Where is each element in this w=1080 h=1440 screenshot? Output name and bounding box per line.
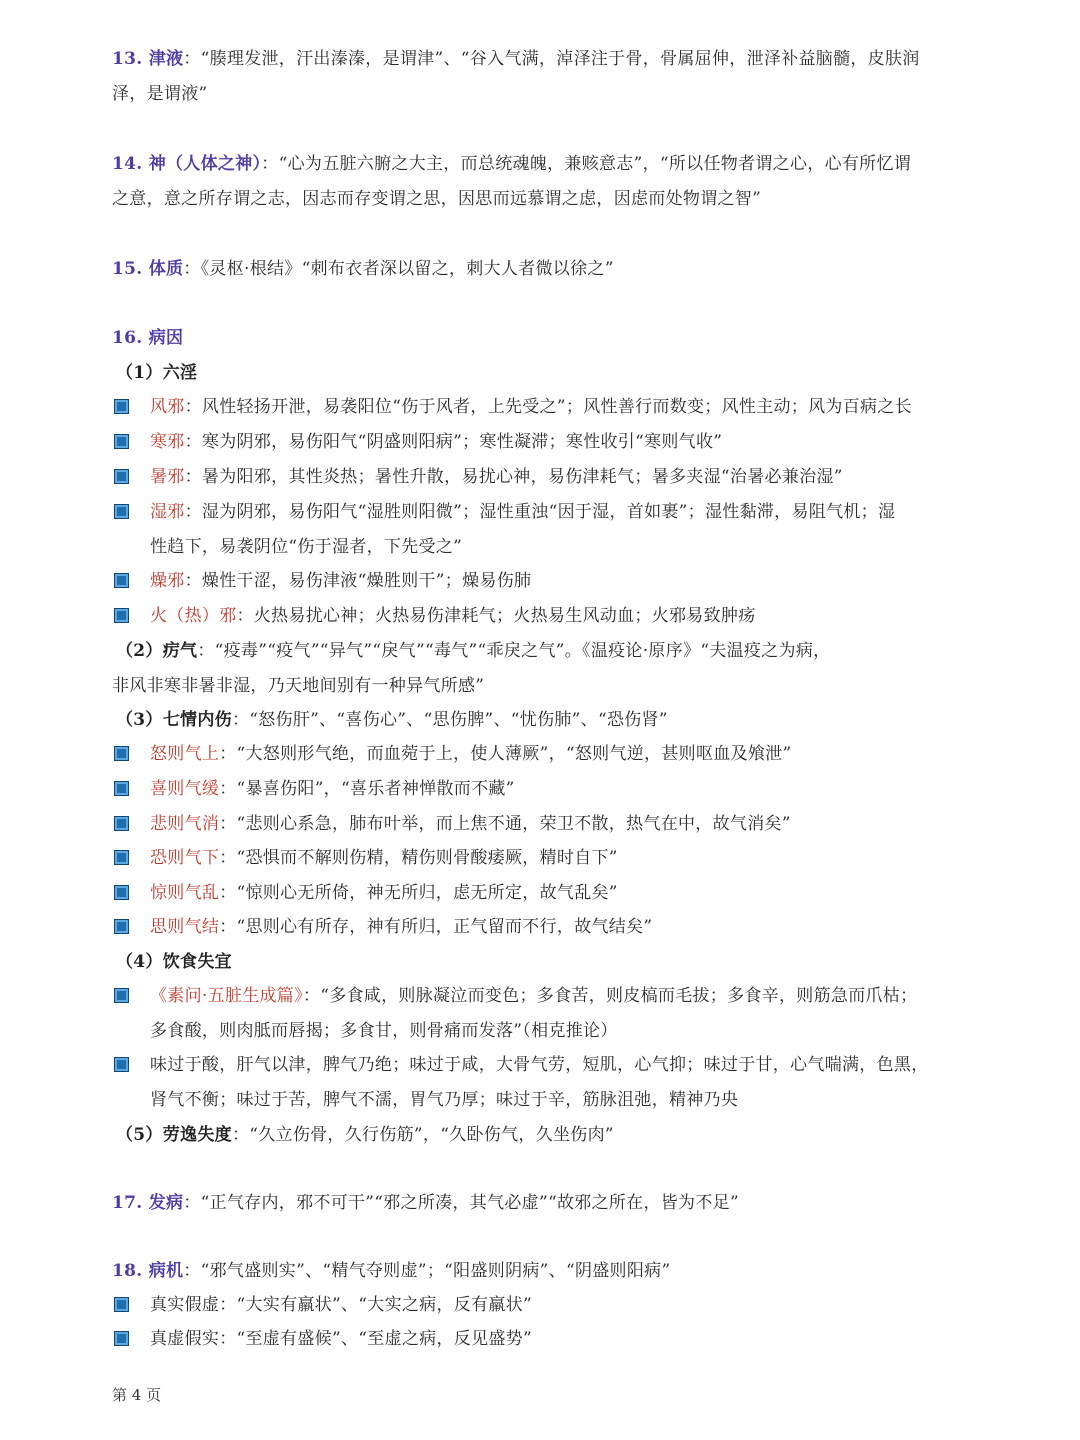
bullet-dryness bbox=[150, 570, 984, 592]
separator: ： bbox=[261, 154, 279, 174]
term-text: ：燥性干涩，易伤津液“燥胜则干”；燥易伤肺 bbox=[184, 571, 532, 591]
term-text: ：“惊则心无所倚，神无所归，虑无所定，故气乱矣” bbox=[219, 883, 618, 903]
subsection-2-line-2: 非风非寒非暑非湿，乃天地间别有一种异气所感” bbox=[112, 676, 485, 696]
term-label: 燥邪 bbox=[150, 571, 185, 591]
subsection-2-line-1 bbox=[116, 640, 984, 662]
section-15-line bbox=[112, 258, 984, 280]
bullet-fright bbox=[150, 882, 984, 904]
bullet-cold bbox=[150, 431, 984, 453]
section-13-text: “腠理发泄，汗出溱溱，是谓津”、“谷入气满，淖泽注于骨，骨属屈伸，泄泽补益脑髓，皮肤润 bbox=[200, 49, 920, 69]
section-14-line-1 bbox=[112, 153, 984, 175]
section-14-line-2: 之意，意之所存谓之志，因志而存变谓之思，因思而远慕谓之虑，因虑而处物谓之智” bbox=[112, 189, 762, 209]
section-15-text: 《灵枢·根结》“刺布衣者深以留之，刺大人者微以徐之” bbox=[200, 259, 614, 279]
section-13-line-1 bbox=[112, 48, 984, 70]
bullet-square-icon bbox=[114, 1057, 129, 1072]
term-label: 火（热）邪 bbox=[150, 606, 237, 626]
section-18-text: “邪气盛则实”、“精气夺则虚”；“阳盛则阴病”、“阴盛则阳病” bbox=[200, 1261, 671, 1281]
term-text: ：火热易扰心神；火热易伤津耗气；火热易生风动血；火邪易致肿疡 bbox=[236, 606, 756, 626]
term-label: 暑邪 bbox=[150, 467, 185, 487]
bullet-flavors-line-2: 肾气不衡；味过于苦，脾气不濡，胃气乃厚；味过于辛，筋脉沮弛，精神乃央 bbox=[150, 1090, 739, 1110]
section-15-title: 15. 体质 bbox=[112, 259, 184, 279]
bullet-suwen bbox=[150, 985, 984, 1007]
term-label: 湿邪 bbox=[150, 502, 185, 522]
bullet-grief bbox=[150, 813, 984, 835]
separator: ： bbox=[183, 1261, 201, 1281]
bullet-joy bbox=[150, 778, 984, 800]
bullet-square-icon bbox=[114, 504, 129, 519]
term-label: 风邪 bbox=[150, 397, 185, 417]
bullet-damp-line-2: 性趋下，易袭阴位“伤于湿者，下先受之” bbox=[150, 537, 463, 557]
bullet-square-icon bbox=[114, 399, 129, 414]
section-13-title: 13. 津液 bbox=[112, 49, 184, 69]
bullet-square-icon bbox=[114, 850, 129, 865]
bullet-fear bbox=[150, 847, 984, 869]
term-label: 寒邪 bbox=[150, 432, 185, 452]
term-text: ：风性轻扬开泄，易袭阳位“伤于风者，上先受之”；风性善行而数变；风性主动；风为百病之长 bbox=[184, 397, 912, 417]
subsection-4-heading: （4）饮食失宜 bbox=[116, 952, 232, 972]
separator: ： bbox=[183, 259, 201, 279]
section-16-heading: 16. 病因 bbox=[112, 328, 184, 348]
section-17-line bbox=[112, 1192, 984, 1214]
section-17-text: “正气存内，邪不可干”“邪之所凑，其气必虚”“故邪之所在，皆为不足” bbox=[200, 1193, 739, 1213]
term-text: ：湿为阴邪，易伤阳气“湿胜则阳微”；湿性重浊“因于湿，首如裹”；湿性黏滞，易阻气机；湿 bbox=[184, 502, 896, 522]
separator: ： bbox=[183, 1193, 201, 1213]
subsection-1-heading: （1）六淫 bbox=[116, 363, 198, 383]
term-text: ：“暴喜伤阳”，“喜乐者神惮散而不藏” bbox=[219, 779, 515, 799]
section-18-line bbox=[112, 1260, 984, 1282]
section-14-title: 14. 神（人体之神） bbox=[112, 154, 262, 174]
term-label: 思则气结 bbox=[150, 917, 220, 937]
section-17-title: 17. 发病 bbox=[112, 1193, 184, 1213]
bullet-square-icon bbox=[114, 1297, 129, 1312]
bullet-square-icon bbox=[114, 1331, 129, 1346]
term-text: ：“恐惧而不解则伤精，精伤则骨酸痿厥，精时自下” bbox=[219, 848, 618, 868]
term-text: ：暑为阳邪，其性炎热；暑性升散，易扰心神，易伤津耗气；暑多夹湿“治暑必兼治湿” bbox=[184, 467, 843, 487]
subsection-2-heading: （2）疠气 bbox=[116, 641, 198, 661]
subsection-5-heading: （5）劳逸失度 bbox=[116, 1125, 232, 1145]
separator: ： bbox=[183, 49, 201, 69]
term-label: 《素问·五脏生成篇》 bbox=[150, 986, 303, 1006]
page-number: 第 4 页 bbox=[112, 1386, 162, 1404]
bullet-true-excess: 真实假虚：“大实有羸状”、“大实之病，反有羸状” bbox=[150, 1295, 532, 1315]
term-label: 惊则气乱 bbox=[150, 883, 220, 903]
subsection-5-line bbox=[116, 1124, 984, 1146]
subsection-3-line bbox=[116, 709, 984, 731]
bullet-true-deficiency: 真虚假实：“至虚有盛候”、“至虚之病，反见盛势” bbox=[150, 1329, 532, 1349]
term-text: ：“大怒则形气绝，而血菀于上，使人薄厥”，“怒则气逆，甚则呕血及飧泄” bbox=[219, 744, 792, 764]
subsection-3-text: ：“怒伤肝”、“喜伤心”、“思伤脾”、“忧伤肺”、“恐伤肾” bbox=[231, 710, 668, 730]
term-text: ：“多食咸，则脉凝泣而变色；多食苦，则皮槁而毛拔；多食辛，则筋急而爪枯； bbox=[302, 986, 918, 1006]
bullet-wind bbox=[150, 396, 984, 418]
bullet-damp bbox=[150, 501, 984, 523]
bullet-square-icon bbox=[114, 816, 129, 831]
subsection-3-heading: （3）七情内伤 bbox=[116, 710, 232, 730]
bullet-flavors: 味过于酸，肝气以津，脾气乃绝；味过于咸，大骨气劳，短肌，心气抑；味过于甘，心气喘满，色黑， bbox=[150, 1055, 929, 1075]
bullet-square-icon bbox=[114, 434, 129, 449]
term-label: 悲则气消 bbox=[150, 814, 220, 834]
bullet-square-icon bbox=[114, 573, 129, 588]
bullet-square-icon bbox=[114, 469, 129, 484]
section-18-title: 18. 病机 bbox=[112, 1261, 184, 1281]
bullet-pensiveness bbox=[150, 916, 984, 938]
bullet-square-icon bbox=[114, 746, 129, 761]
bullet-summer-heat bbox=[150, 466, 984, 488]
bullet-square-icon bbox=[114, 988, 129, 1003]
section-13-line-2: 泽，是谓液” bbox=[112, 84, 208, 104]
term-text: ：“悲则心系急，肺布叶举，而上焦不通，荣卫不散，热气在中，故气消矣” bbox=[219, 814, 791, 834]
term-label: 怒则气上 bbox=[150, 744, 220, 764]
term-label: 恐则气下 bbox=[150, 848, 220, 868]
section-16-title bbox=[112, 327, 984, 349]
bullet-fire bbox=[150, 605, 984, 627]
subsection-5-text: ：“久立伤骨，久行伤筋”，“久卧伤气，久坐伤肉” bbox=[231, 1125, 614, 1145]
section-14-text: “心为五脏六腑之大主，而总统魂魄，兼赅意志”，“所以任物者谓之心，心有所忆谓 bbox=[278, 154, 912, 174]
term-text: ：“思则心有所存，神有所归，正气留而不行，故气结矣” bbox=[219, 917, 653, 937]
bullet-anger bbox=[150, 743, 984, 765]
bullet-square-icon bbox=[114, 919, 129, 934]
bullet-suwen-line-2: 多食酸，则肉胝而唇揭；多食甘，则骨痛而发落”（相克推论） bbox=[150, 1021, 618, 1041]
term-label: 喜则气缓 bbox=[150, 779, 220, 799]
bullet-square-icon bbox=[114, 608, 129, 623]
bullet-square-icon bbox=[114, 781, 129, 796]
term-text: ：寒为阴邪，易伤阳气“阴盛则阳病”；寒性凝滞；寒性收引“寒则气收” bbox=[184, 432, 723, 452]
bullet-square-icon bbox=[114, 885, 129, 900]
subsection-2-text: ：“疫毒”“疫气”“异气”“戾气”“毒气”“乖戾之气”。《温疫论·原序》“夫温疫之为病， bbox=[197, 641, 831, 661]
